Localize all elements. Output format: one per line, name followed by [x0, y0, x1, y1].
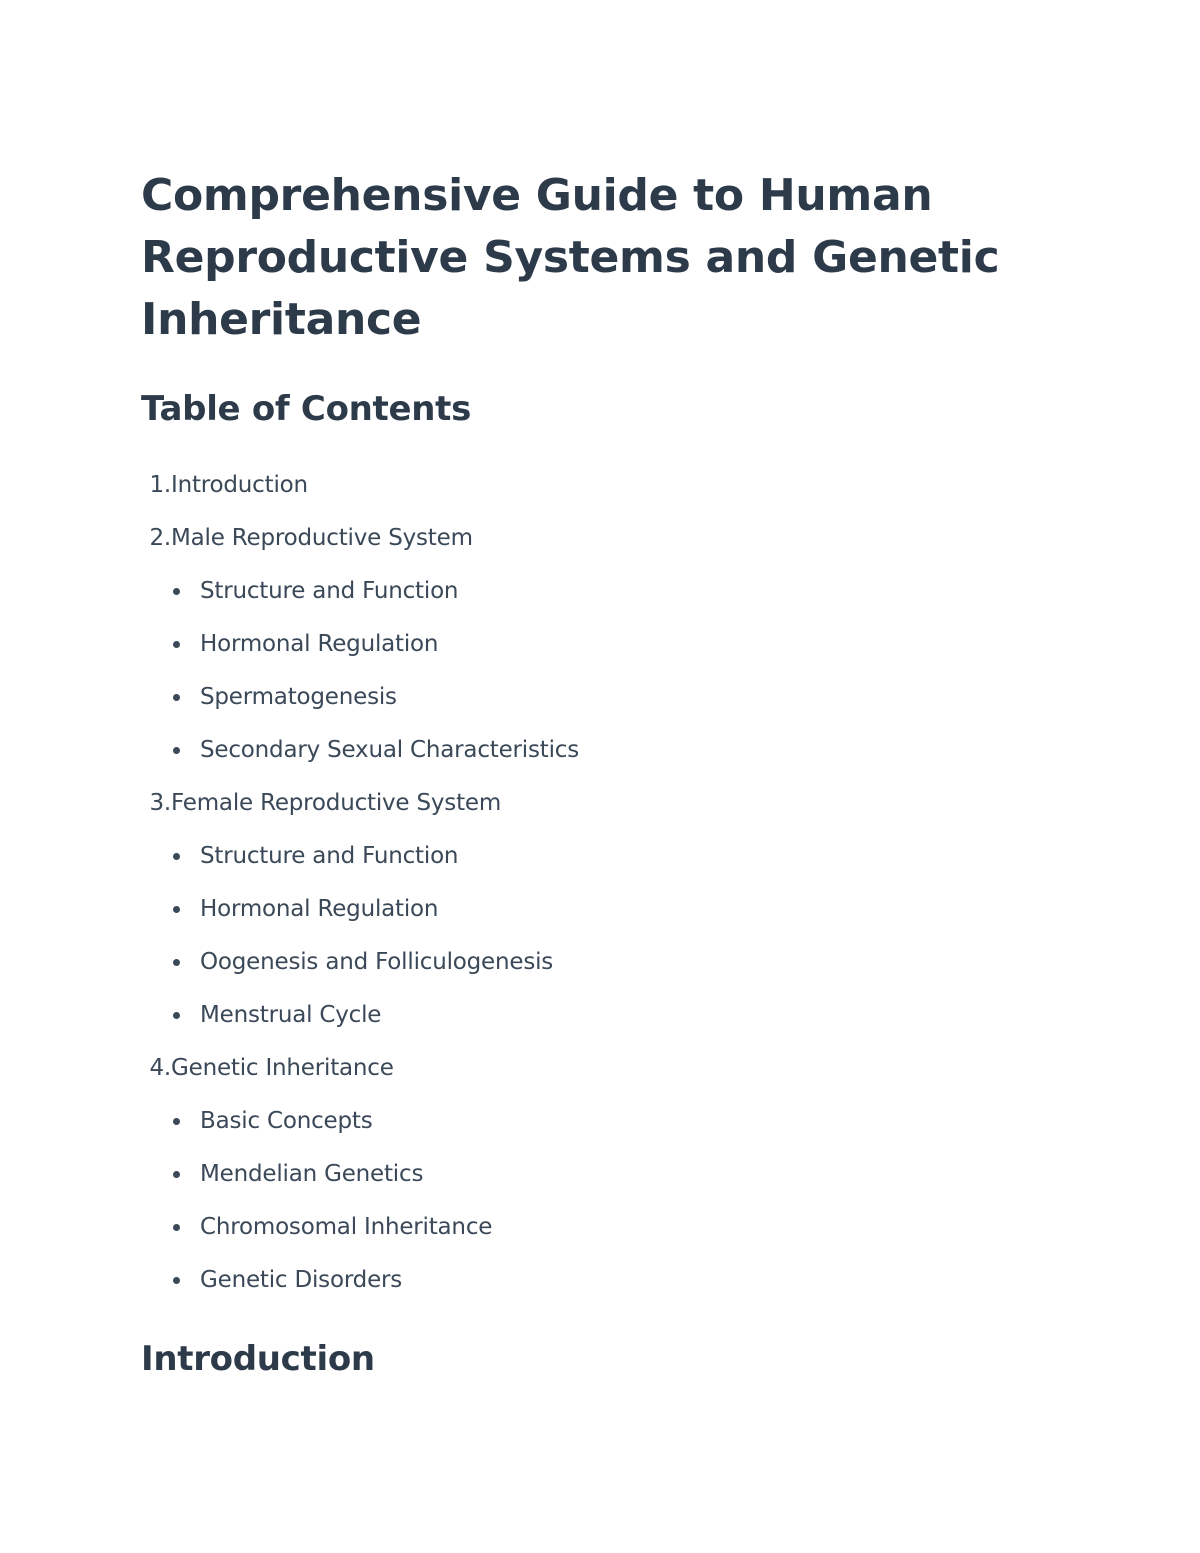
toc-subitem-label: Genetic Disorders: [200, 1267, 403, 1293]
toc-sublist: [141, 565, 1041, 777]
toc-sublist: [141, 1095, 1041, 1307]
toc-entry-genetic-inheritance: [141, 1042, 1041, 1307]
toc-subitem-label: Structure and Function: [200, 578, 459, 604]
introduction-heading: Introduction: [141, 1339, 375, 1379]
toc-item[interactable]: [141, 512, 1041, 565]
toc-subitem-label: Oogenesis and Folliculogenesis: [200, 949, 554, 975]
toc-heading: Table of Contents: [141, 389, 472, 429]
toc-item[interactable]: [141, 459, 1041, 512]
toc-subitem[interactable]: [141, 883, 1041, 936]
toc-subitem[interactable]: [141, 724, 1041, 777]
toc-subitem[interactable]: [141, 1095, 1041, 1148]
bullet-icon: [173, 588, 180, 595]
toc-subitem-label: Hormonal Regulation: [200, 896, 439, 922]
toc-item-number: 4.: [149, 1055, 171, 1081]
toc-sublist: [141, 830, 1041, 1042]
toc-entry-male-reproductive-system: [141, 512, 1041, 777]
toc-item-label: Introduction: [171, 472, 308, 498]
bullet-icon: [173, 1277, 180, 1284]
document-title: Comprehensive Guide to Human Reproductive Systems and Genetic Inheritance: [141, 170, 1000, 345]
toc-item-label: Male Reproductive System: [171, 525, 473, 551]
toc-subitem-label: Secondary Sexual Characteristics: [200, 737, 580, 763]
toc-item[interactable]: [141, 777, 1041, 830]
toc-subitem[interactable]: [141, 989, 1041, 1042]
toc-entry-female-reproductive-system: [141, 777, 1041, 1042]
bullet-icon: [173, 694, 180, 701]
toc-subitem[interactable]: [141, 1254, 1041, 1307]
toc-subitem[interactable]: [141, 936, 1041, 989]
toc-subitem[interactable]: [141, 830, 1041, 883]
bullet-icon: [173, 906, 180, 913]
toc-item-label: Genetic Inheritance: [171, 1055, 394, 1081]
toc-item-label: Female Reproductive System: [171, 790, 502, 816]
toc-subitem[interactable]: [141, 671, 1041, 724]
bullet-icon: [173, 959, 180, 966]
toc-subitem-label: Mendelian Genetics: [200, 1161, 424, 1187]
toc-subitem-label: Structure and Function: [200, 843, 459, 869]
toc-item-number: 1.: [149, 472, 171, 498]
toc-item[interactable]: [141, 1042, 1041, 1095]
toc-subitem-label: Basic Concepts: [200, 1108, 373, 1134]
toc-item-number: 2.: [149, 525, 171, 551]
toc-subitem-label: Menstrual Cycle: [200, 1002, 382, 1028]
toc-subitem[interactable]: [141, 1201, 1041, 1254]
toc-item-number: 3.: [149, 790, 171, 816]
toc-subitem[interactable]: [141, 618, 1041, 671]
bullet-icon: [173, 1012, 180, 1019]
bullet-icon: [173, 747, 180, 754]
toc-subitem-label: Hormonal Regulation: [200, 631, 439, 657]
document-page: [141, 165, 1041, 1381]
bullet-icon: [173, 1171, 180, 1178]
toc-subitem[interactable]: [141, 565, 1041, 618]
toc-subitem-label: Chromosomal Inheritance: [200, 1214, 493, 1240]
table-of-contents: [141, 459, 1041, 1307]
bullet-icon: [173, 641, 180, 648]
toc-subitem-label: Spermatogenesis: [200, 684, 397, 710]
bullet-icon: [173, 1118, 180, 1125]
bullet-icon: [173, 853, 180, 860]
toc-entry-introduction: [141, 459, 1041, 512]
bullet-icon: [173, 1224, 180, 1231]
toc-subitem[interactable]: [141, 1148, 1041, 1201]
